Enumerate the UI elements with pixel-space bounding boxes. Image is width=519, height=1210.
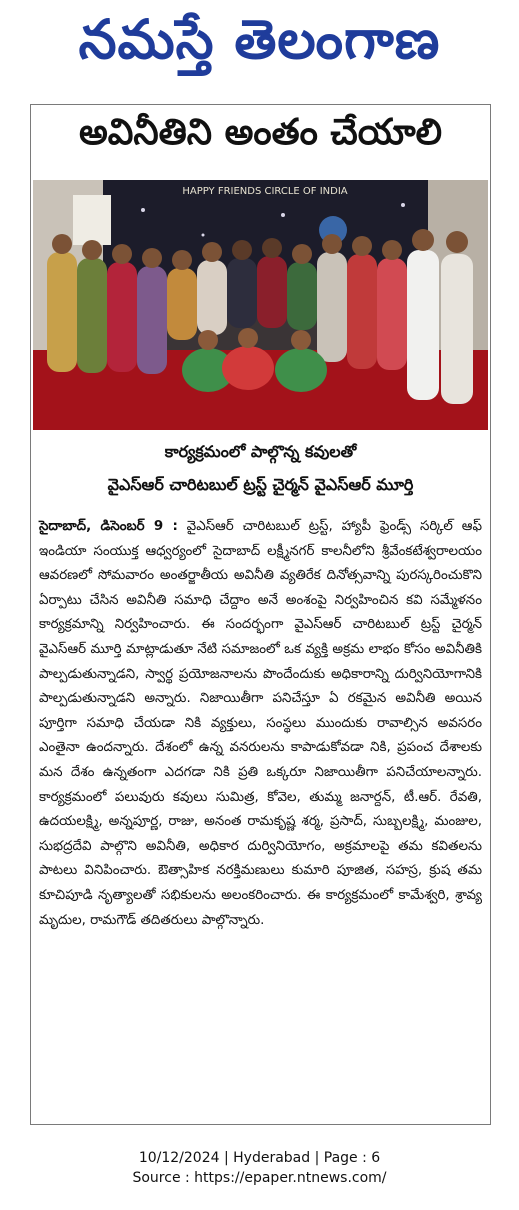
article-body-text: వైఎస్‌ఆర్ చారిటబుల్ ట్రస్ట్, హ్యాపీ ఫ్రెండ్స్ సర్కిల్ ఆఫ్ ఇండియా సంయుక్త ఆధ్వర్యంలో సైదాబాద్ లక్ష్మీనగర్ కాలనీలోని శ్రీవేంకటేశ్వరాలయం ఆవరణలో సోమవారం అంతర్జాతీయ అవినీతి వ్యతిరేక దినోత్సవాన్ని పురస్కరించుకొని ఏర్పాటు చేసిన అవినీతి సమాధి చేద్దాం అనే అంశంపై నిర్వహించిన కవి సమ్మేళనం కార్యక్రమాన్ని నిర్వహించారు. ఈ సందర్భంగా వైఎస్‌ఆర్ చారిటబుల్ ట్రస్ట్ చైర్మన్ వైఎస్‌ఆర్ మూర్తి మాట్లాడుతూ నేటి సమాజంలో ఒక వ్యక్తి అక్రమ లాభం కోసం అవినీతికి పాల్పడుతున్నాడని, స్వార్థ ప్రయోజనాలను పొందేందుకు అధికారాన్ని దుర్వినియోగానికి పాల్పడుతున్నాడని అన్నారు. నిజాయితీగా పనిచేస్తూ ఏ రకమైన అవినీతి అయిన పూర్తిగా సమాధి చేయడా నికి వ్యక్తులు, సంస్థలు ముందుకు రావాల్సిన అవసరం ఎంతైనా ఉందన్నారు. దేశంలో ఉన్న వనరులను కాపాడుకోవడా నికి, ప్రపంచ దేశాలకు మన దేశం ఉన్నతంగా ఎదగడా నికి ప్రతి ఒక్కరూ నిజాయితీగా పనిచేయాలన్నారు. కార్యక్రమంలో పలువురు కవులు సుమిత్ర, కోవెల, తుమ్మ జనార్దన్, టీ.ఆర్. రేవతి, ఉదయలక్ష్మి, అన్నపూర్ణ, రాజు, అనంత రామకృష్ణ శర్మ, ప్రసాద్, సుబ్బలక్ష్మి, మంజుల, సుభద్రదేవి పాల్గొని అవినీతి, అధికార దుర్వినియోగం, అక్రమాలపై తమ కవితలను పాటలు వినిపించారు. ఔత్సాహిక నరక్తిమణులు కుమారి పూజిత, సహస్ర, క్రుష తమ కూచిపూడి నృత్యాలతో సభికులను అలంకరించారు. ఈ కార్యక్రమంలో కామేశ్వరి, శ్రావ్య మృదుల, రామగౌడ్ తదితరులు పాల్గొన్నారు. [39,519,482,928]
group-photo-illustration [33,180,488,430]
article-body [39,515,482,933]
photo-caption [31,435,490,505]
caption-line-1: కార్యక్రమంలో పాల్గొన్న కవులతో [164,442,357,461]
footer-source-link[interactable]: Source : https://epaper.ntnews.com/ [132,1170,387,1186]
newspaper-logo-title: నమస్తే తెలంగాణ [78,7,441,71]
article-photo [33,180,488,430]
article-headline: అవినీతిని అంతం చేయాలి [78,112,443,153]
footer-edition-info: 10/12/2024 | Hyderabad | Page : 6 [138,1150,381,1166]
article-dateline: సైదాబాద్, డిసెంబర్ 9 : [39,519,178,534]
masthead [0,0,519,92]
page-footer [0,1148,519,1188]
photo-banner-text: HAPPY FRIENDS CIRCLE OF INDIA [182,186,348,197]
article-clipping [30,104,491,1125]
caption-line-2: వైఎస్‌ఆర్ చారిటబుల్ ట్రస్ట్ చైర్మన్ వైఎస్‌ఆర్ మూర్తి [107,475,414,494]
